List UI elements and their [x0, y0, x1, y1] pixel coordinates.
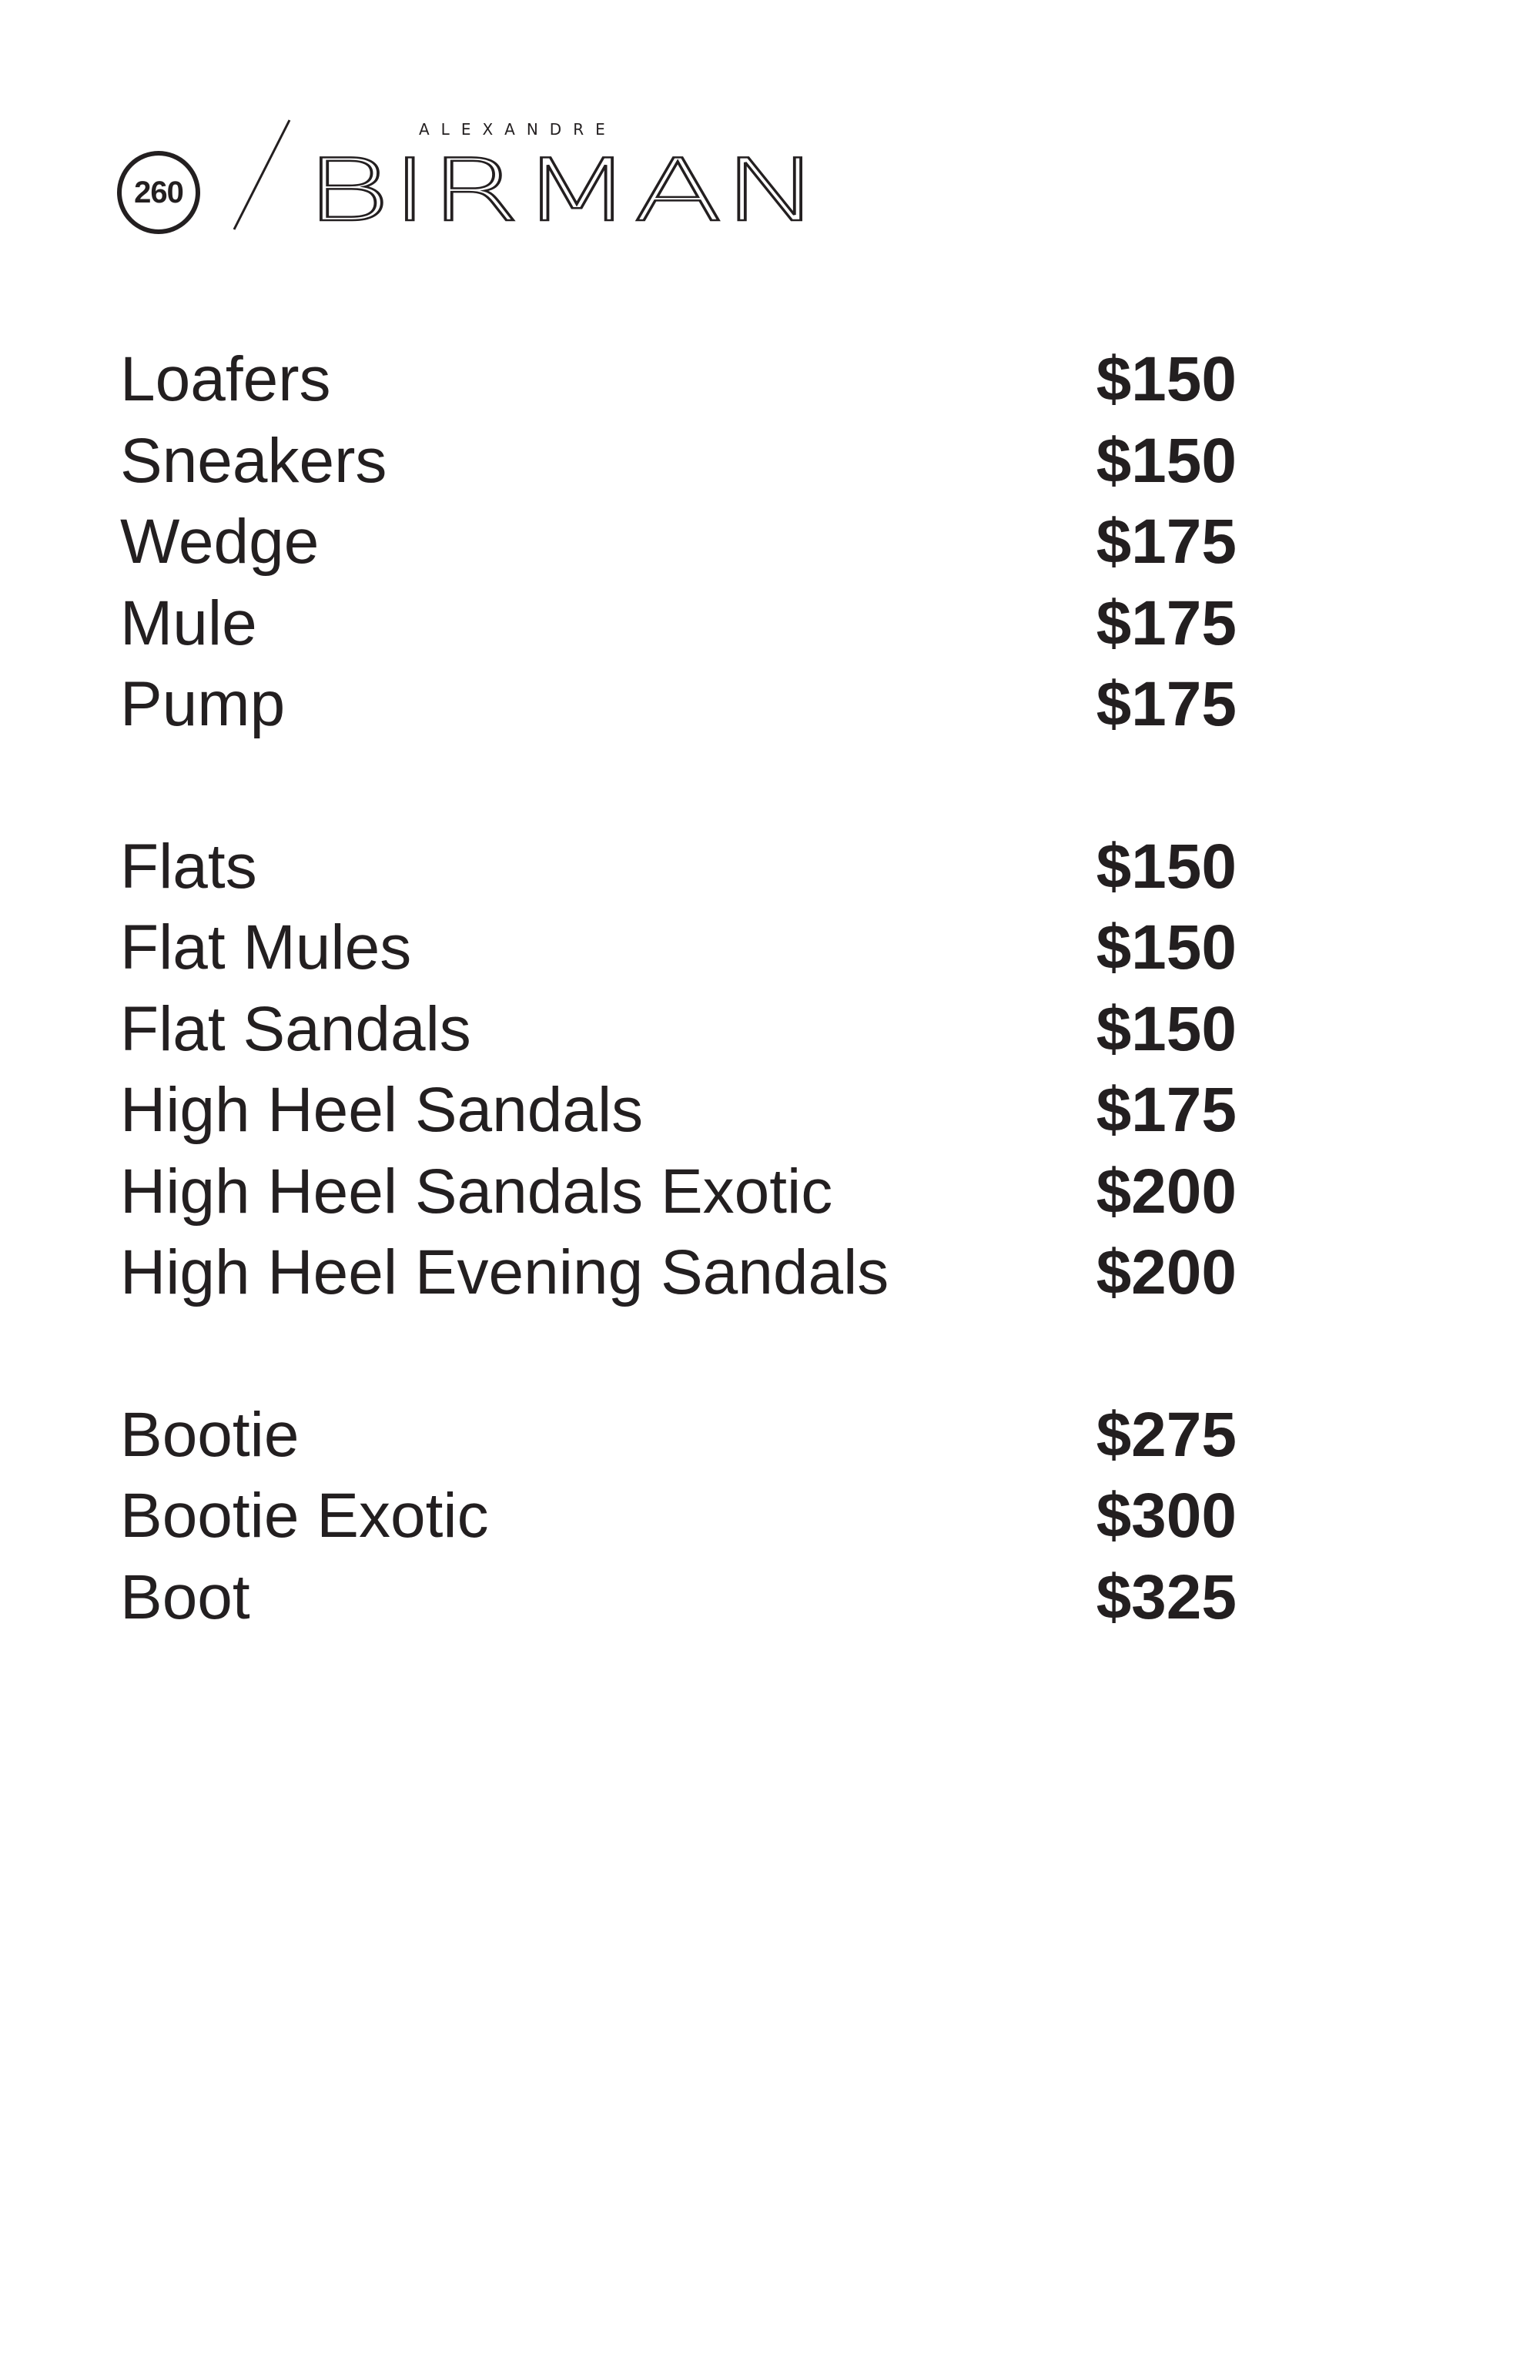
item-name: Sneakers [120, 425, 387, 496]
price-list [120, 339, 1237, 1638]
item-name: Loafers [120, 344, 331, 414]
brand-logo-text: BIRMAN [305, 141, 821, 233]
price-row [120, 583, 1237, 664]
item-name: Bootie Exotic [120, 1481, 489, 1551]
item-price: $150 [1096, 993, 1237, 1064]
item-price: $175 [1096, 587, 1237, 658]
slash-divider-icon [231, 117, 293, 233]
item-price: $275 [1096, 1399, 1237, 1470]
item-name: High Heel Sandals [120, 1075, 644, 1145]
item-price: $300 [1096, 1481, 1237, 1551]
badge-260 [117, 151, 200, 234]
item-name: Flats [120, 831, 257, 902]
item-name: Mule [120, 587, 257, 658]
price-group [120, 1394, 1237, 1639]
price-row [120, 664, 1237, 745]
brand-subtitle: ALEXANDRE [419, 120, 617, 139]
item-price: $150 [1096, 912, 1237, 982]
price-row [120, 420, 1237, 502]
item-price: $175 [1096, 507, 1237, 577]
price-row [120, 1151, 1237, 1233]
price-row [120, 1232, 1237, 1314]
item-price: $200 [1096, 1156, 1237, 1227]
item-name: Flat Sandals [120, 993, 471, 1064]
badge-text: 260 [134, 175, 183, 209]
item-name: High Heel Sandals Exotic [120, 1156, 833, 1227]
price-row [120, 1069, 1237, 1151]
item-price: $325 [1096, 1562, 1237, 1632]
item-price: $175 [1096, 1075, 1237, 1145]
brand-logo [305, 140, 829, 233]
price-row [120, 1475, 1237, 1557]
price-group [120, 339, 1237, 745]
item-name: Pump [120, 669, 286, 739]
price-row [120, 989, 1237, 1070]
price-row [120, 501, 1237, 583]
price-row [120, 826, 1237, 908]
item-price: $150 [1096, 344, 1237, 414]
price-group [120, 826, 1237, 1314]
price-row [120, 339, 1237, 420]
item-name: High Heel Evening Sandals [120, 1237, 889, 1307]
item-price: $150 [1096, 425, 1237, 496]
price-row [120, 1557, 1237, 1639]
item-name: Bootie [120, 1399, 300, 1470]
price-row [120, 1394, 1237, 1476]
price-row [120, 907, 1237, 989]
item-price: $200 [1096, 1237, 1237, 1307]
header [117, 117, 821, 240]
item-name: Flat Mules [120, 912, 412, 982]
item-price: $150 [1096, 831, 1237, 902]
item-name: Wedge [120, 507, 320, 577]
item-price: $175 [1096, 669, 1237, 739]
item-name: Boot [120, 1562, 250, 1632]
